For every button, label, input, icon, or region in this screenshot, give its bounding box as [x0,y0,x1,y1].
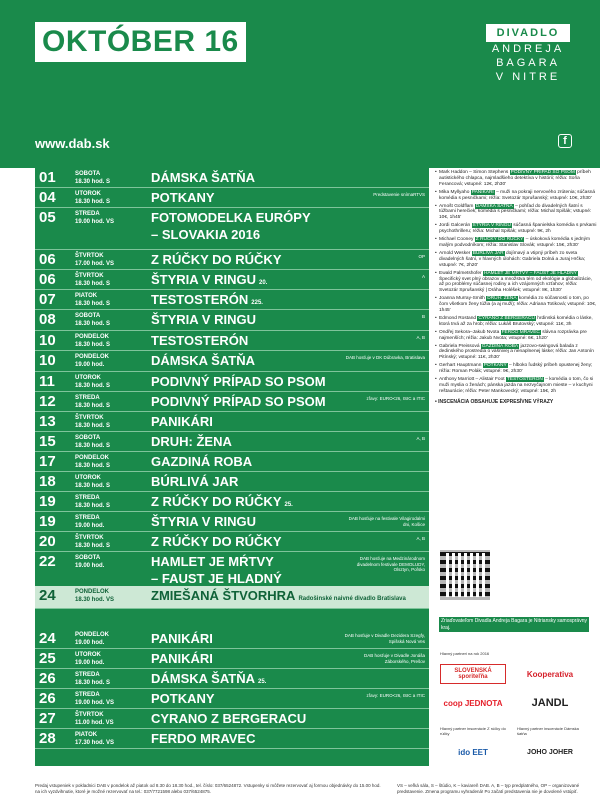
weekday-label: ŠTVRTOK [75,273,104,279]
row-note: Predstavenie snímaRTVS [373,192,425,197]
weekday-label: SOBOTA [75,555,101,561]
synopsis-author: Ondřej Sekora–Jakub Nvota [439,329,500,335]
show-title-text: BÚRLIVÁ JAR [151,474,239,489]
synopsis-item [435,377,597,395]
row-note: DAB hosťuje v DK Dúbravka, Bratislava [345,355,425,360]
synopsis-title-tag: PANIKÁRI [471,189,494,195]
date-number: 19 [39,513,56,530]
row-note: B [421,314,425,319]
show-title-text: ŠTYRIA V RINGU [151,514,256,529]
schedule-row[interactable] [35,709,429,729]
schedule-row[interactable] [35,310,429,331]
synopsis-list [435,168,597,395]
time-label: 18.30 hod. S [75,542,111,549]
date-number: 19 [39,493,56,510]
weekday-label: STREDA [75,515,100,521]
show-title[interactable] [151,272,267,291]
synopsis-item [435,344,597,362]
synopsis-title-tag: HAMLET JE MŔTVY – FAUST JE HLADNÝ [484,270,577,276]
show-suffix: 225. [251,300,263,306]
weekday-label: STREDA [75,211,100,217]
time-label: 17.00 hod. VS [75,260,115,267]
weekday-label: PIATOK [75,293,98,299]
show-title[interactable] [151,631,213,647]
schedule-row[interactable] [35,492,429,512]
show-title-text: PANIKÁRI [151,651,213,666]
synopsis-text: – muži na pokraji nervového zrútenia; súčasná komédia s pesničkami; réžia: Svetozár Sprušanský; vstupné: 10€, 2h30' [439,189,596,201]
date-number: 24 [39,587,56,604]
synopsis-title-tag: DRUH: ŽENA [487,296,517,302]
synopsis-author: Gerhart Hauptmann [439,363,482,369]
row-note: zľavy: EURO<26, ISIC a ITIC [366,693,425,698]
synopsis-item [435,251,597,269]
weekday-label: ŠTVRTOK [75,253,104,259]
date-number: 10 [39,352,56,369]
show-title[interactable] [151,731,255,747]
schedule-row[interactable] [35,290,429,310]
synopsis-text: príbeh autistického chlapca, najmladšieho detektíva v histórii; réžia: Soňa Ferancová; vstupné: 12€, 2h30' [439,170,591,187]
page-title: OKTÓBER 16 [35,22,246,62]
time-label: 18.30 hod. S [75,502,111,509]
show-title-text: CYRANO Z BERGERACU [151,711,307,726]
synopsis-text: Špecifický svet plný obrazov a množstva tém od ekológie a globalizácie, až po problémy súčasnej rodiny a ich vzájomných vzťahov; réžia: Svetozár Sprušanský | Dráha Holéšek; vstupné: 8€, 1h30' [439,276,593,294]
synopsis-author: Michael Cooney [439,237,474,243]
show-title-text: DÁMSKA ŠATŇA [151,170,255,185]
show-title-text: PODIVNÝ PRÍPAD SO PSOM [151,394,326,409]
weekday-label: PONDELOK [75,455,110,461]
partner-logo[interactable] [440,690,506,716]
date-number: 22 [39,553,56,570]
synopsis-text: – hlboko ľudský príbeh opustenej ženy; réžia: Roman Polák; vstupné: 9€, 2h30' [439,363,593,375]
time-label: 17.30 hod. VS [75,739,115,746]
show-title-text: POTKANY [151,691,215,706]
time-label: 19.00 hod. [75,522,105,529]
show-title-text: PODIVNÝ PRÍPAD SO PSOM [151,374,326,389]
partner-logo[interactable] [517,690,583,716]
time-label: 18.30 hod. S [75,300,111,307]
weekday-label: ŠTVRTOK [75,712,104,718]
show-title[interactable] [151,170,255,186]
show-suffix: 25. [284,502,293,508]
show-title[interactable] [151,651,213,667]
row-note: DAB hosťuje na festivale Vilagirodalmi dni, Košice [348,516,425,527]
show-title-line2: – FAUST JE HLADNÝ [151,571,282,586]
website-link[interactable]: www.dab.sk [35,136,110,151]
date-number: 28 [39,730,56,747]
schedule-row[interactable] [35,729,429,749]
date-number: 20 [39,533,56,550]
synopsis-title-tag: DÁMSKA ŠATŇA [475,203,513,209]
synopsis-author: Anthony Marriott – Alistair Foot [439,377,505,383]
date-number: 06 [39,271,56,288]
time-label: 19.00 hod. VS [75,218,115,225]
time-label: 18.30 hod. S [75,341,111,348]
schedule-list [35,168,429,766]
partner-logo-text: SLOVENSKÁ sporiteľňa [454,668,492,680]
schedule-row[interactable] [35,412,429,432]
date-number: 26 [39,670,56,687]
show-suffix: Radošinské naivné divadlo Bratislava [298,596,406,602]
show-title[interactable] [151,711,306,727]
row-note: A, B [416,536,425,541]
weekday-label: UTOROK [75,475,101,481]
synopsis-author: Jordi Galcerán [439,223,471,229]
show-title-text: DRUH: ŽENA [151,434,232,449]
schedule-row[interactable] [35,669,429,689]
date-number: 07 [39,291,56,308]
time-label: 18.30 hod. S [75,422,111,429]
show-title[interactable] [151,588,406,607]
weekday-label: PONDELOK [75,589,110,595]
synopsis-item [435,271,597,295]
synopsis-author: Mark Haddon – Simon Stephens [439,170,509,175]
date-number: 06 [39,251,56,268]
weekday-label: SOBOTA [75,171,101,177]
time-label: 18.30 hod. S [75,198,111,205]
date-number: 27 [39,710,56,727]
synopsis-text: slávna rozprávka pre najmenších; réžia: Jakub Nvota; vstupné: 6€, 1h20' [439,329,587,341]
schedule-row[interactable] [35,188,429,208]
date-number: 10 [39,332,56,349]
date-number: 15 [39,433,56,450]
synopsis-title-tag: BÚRLIVÁ JAR [472,250,504,256]
synopsis-text: súčasná španielska komédia s prvkami psychothrilleru; réžia: Michal Spišák; vstupné: 9€, 2h [439,223,597,235]
schedule-row[interactable] [35,432,429,452]
theatre-name [486,24,570,84]
schedule-row[interactable] [35,392,429,412]
show-title-text: FOTOMODELKA EURÓPY [151,210,311,225]
partner-logo-text: JOHO JOHER [527,748,573,756]
row-note: OP [418,254,425,259]
show-title[interactable] [151,514,256,530]
synopsis-item [435,237,597,249]
weekday-label: PONDELOK [75,632,110,638]
synopsis-item [435,223,597,235]
weekday-label: ŠTVRTOK [75,415,104,421]
time-label: 18.30 hod. S [75,320,111,327]
show-title-text: Z RÚČKY DO RÚČKY [151,494,282,509]
row-note: A [421,274,425,279]
date-number: 17 [39,453,56,470]
weekday-label: STREDA [75,495,100,501]
show-title[interactable] [151,353,255,369]
schedule-row[interactable] [35,472,429,492]
schedule-row[interactable] [35,629,429,649]
synopsis-text: – pohľad do divadelných šatní s túžbami herečiek; komédia s pesničkami; réžia: Michal Spišák; vstupné: 10€, 1h45' [439,203,592,221]
schedule-row[interactable] [35,168,429,188]
weekday-label: UTOROK [75,191,101,197]
weekday-label: PONDELOK [75,354,110,360]
synopsis-title-tag: GAZDINÁ ROBA [481,343,519,349]
show-title[interactable] [151,554,274,570]
synopsis-title-tag: Z RÚČKY DO RÚČKY [475,237,524,243]
time-label: 18.30 hod. S [75,679,111,686]
date-number: 04 [39,189,56,206]
facebook-icon[interactable]: f [558,134,572,148]
partner-logo[interactable] [517,664,583,684]
show-title-text: ZMIEŠANÁ ŠTVORHRA [151,588,296,603]
date-number: 08 [39,311,56,328]
synopsis-text: hrdinská komédia o láske, ktorá trvá až za hrob; réžia: Lukáš Brutovský; vstupné: 11€, 3h [439,315,593,327]
synopsis-item [435,170,597,188]
time-label: 19.00 hod. VS [75,699,115,706]
time-label: 11.00 hod. VS [75,719,114,726]
synopsis-author: Arnold Wesker [439,250,471,256]
weekday-label: PIATOK [75,732,98,738]
time-label: 18.30 hod. S [75,178,111,185]
time-label: 18.30 hod. S [75,442,111,449]
synopsis-author: Edmond Rostand [439,315,477,321]
partner-logo-text: ido EET [458,747,488,757]
partner-logo-text: coop JEDNOTA [443,698,503,708]
header [0,0,600,168]
synopsis-title-tag: CYRANO Z BERGERACU [478,315,535,321]
footer-ticket-info: Predaj vstupeniek v pokladnici DAB v pondelok až piatok od 8.30 do 18.30 hod., tel. číslo: 037/6524872. Vstupenky si môžete rezervovať aj formou objednávky do 15.00 hod. na ich vyzdvihnutie, ktoré je možné rezervovať na tel.: 037/7721598 alebo 037/6524875. [35,783,381,794]
schedule-row[interactable] [35,351,429,372]
support-note: Zriaďovateľom Divadla Andreja Bagara je Nitriansky samosprávny kraj. [439,617,589,632]
time-label: 19.00 hod. [75,659,105,666]
partner-logo[interactable] [440,664,506,684]
time-label: 19.00 hod. [75,639,105,646]
footer-legend: VS – veľká sála, S – štúdio, K – kaviareň DAB. A, B – typ predplatného, OP – organizované predstavenie. Zmena programu vyhradená! Po začatí predstavenia nie je dovolené vstúpiť. [397,783,580,794]
schedule-row[interactable] [35,270,429,290]
schedule-row[interactable] [35,689,429,709]
show-title[interactable] [151,534,282,550]
schedule-row[interactable] [35,250,429,270]
date-number: 13 [39,413,56,430]
show-title[interactable] [151,374,326,390]
show-title[interactable] [151,414,213,430]
synopsis-author: Gabriela Preissová [439,343,480,349]
weekday-label: UTOROK [75,652,101,658]
synopsis-text: dojímavý a vtipný príbeh zo sveta divadelných šatní, v hlavných úlohách: Gabriela Dolná a Juraj Hrčka; vstupné: 7€, 2h20' [439,250,586,268]
synopsis-text: jazzovo-swingová balada z dedinského prostredia o vášnivej a nenaplnenej láske; réžia: Jan Antonín Pitínský; vstupné: 11€, 2h30' [439,343,594,361]
show-title[interactable] [151,210,311,226]
date-number: 24 [39,630,56,647]
partner-logo-text: Kooperativa [526,669,574,679]
show-title-text: Z RÚČKY DO RÚČKY [151,252,282,267]
synopsis-item [435,190,597,202]
weekday-label: STREDA [75,395,100,401]
schedule-row[interactable] [35,586,429,609]
synopsis-author: Arnošt Goldflam [439,203,474,209]
row-note: DAB hosťuje v Divadle Jonáša Záborského, Prešov [364,653,425,664]
date-number: 11 [39,373,55,390]
weekday-label: UTOROK [75,375,101,381]
time-label: 18.30 hod. S [75,402,111,409]
partner-logo-text: JANDL [531,697,569,709]
partner-caption: Hlavný partner inscenácie Dámska šatňa [517,726,579,736]
partners-title: Hlavný partneri na rok 2016 [440,651,490,656]
show-suffix: 25. [258,679,267,685]
show-title[interactable] [151,252,282,268]
time-label: 18.30 hod. S [75,280,111,287]
date-number: 05 [39,209,56,226]
synopsis-author: Ewald Palmetshofer [439,270,482,276]
partner-logo[interactable] [517,742,583,762]
synopsis-text: – komédia o tom, čo si muži myslia o ženách; pánska jazda na nezvyčajnom mieste – v kuchyni reštaurácie; réžia: Peter Mankovecký; vstupné: 15€, 2h [439,377,594,394]
schedule-row[interactable] [35,649,429,669]
show-title-text: POTKANY [151,190,215,205]
show-title[interactable] [151,671,266,690]
show-title[interactable] [151,454,252,470]
show-title-text: GAZDINÁ ROBA [151,454,253,469]
date-number: 25 [39,650,56,667]
show-title-text: DÁMSKA ŠATŇA [151,353,255,368]
row-note: A, B [416,335,425,340]
theatre-line: BAGARA [496,57,560,69]
show-title-text: DÁMSKA ŠATŇA [151,671,255,686]
show-title-text: FERDO MRAVEC [151,731,256,746]
show-title-text: HAMLET JE MŔTVY [151,554,274,569]
show-title[interactable] [151,333,248,349]
row-note: DAB hosťuje na Medzinárodnom divadelnom festivale DEMOLUDY, Olsztyn, Poľsko [356,556,425,572]
show-title[interactable] [151,434,232,450]
theatre-line: V NITRE [495,71,561,83]
theatre-line: DIVADLO [486,24,570,42]
show-title[interactable] [151,494,293,513]
synopsis-item [435,316,597,328]
show-title[interactable] [151,691,215,707]
show-title-text: TESTOSTERÓN [151,292,249,307]
schedule-row[interactable] [35,331,429,351]
synopsis-title-tag: ŠTYRIA V RINGU [472,223,511,229]
synopsis-item [435,363,597,375]
synopsis-title-tag: TESTOSTERÓN [506,377,543,383]
synopsis-text: komédia zo súčasnosti o tom, po čom všetkom ženy túžia (a aj muži); réžia: Adriana Totiková; vstupné: 10€, 1h45' [439,296,597,314]
show-title-text: ŠTYRIA V RINGU [151,312,256,327]
synopsis-title-tag: PODIVNÝ PRÍPAD SO PSOM [510,170,575,175]
weekday-label: ŠTVRTOK [75,535,104,541]
expressive-note: • INSCENÁCIA OBSAHUJE EXPRESÍVNE VÝRAZY [435,398,554,405]
schedule-row[interactable] [35,208,429,250]
show-title-text: PANIKÁRI [151,631,213,646]
weekday-label: SOBOTA [75,435,101,441]
theatre-line: ANDREJA [491,43,565,55]
weekday-label: PONDELOK [75,334,110,340]
date-number: 18 [39,473,56,490]
schedule-row[interactable] [35,512,429,532]
row-note: DAB hosťuje v Divadle Dezidera Szegfy, Spišská Nová Ves [344,633,425,644]
time-label: 18.30 hod. S [75,462,111,469]
time-label: 19.00 hod. [75,361,105,368]
schedule-row[interactable] [35,452,429,472]
time-label: 18.30 hod. VS [75,596,115,603]
schedule-row[interactable] [35,372,429,392]
schedule-row[interactable] [35,532,429,552]
time-label: 19.00 hod. [75,562,105,569]
synopsis-title-tag: POTKANY [483,363,507,369]
weekday-label: STREDA [75,692,100,698]
show-title[interactable] [151,312,256,328]
partner-logo[interactable] [440,742,506,762]
synopsis-item [435,204,597,222]
qr-code-pattern [440,550,490,600]
show-title-line2: – SLOVAKIA 2016 [151,227,261,242]
show-title-text: PANIKÁRI [151,414,213,429]
synopsis-author: Joanna Murray-Smith [439,296,485,302]
row-note: zľavy: EURO<26, ISIC a ITIC [366,396,425,401]
synopsis-item [435,330,597,342]
row-note: A, B [416,436,425,441]
partner-caption: Hlavný partner inscenácie Z rúčky do rúčky [440,726,506,736]
show-title[interactable] [151,474,238,490]
time-label: 18.30 hod. S [75,382,111,389]
synopsis-title-tag: FERDO MRAVEC [501,329,540,335]
show-title-text: ŠTYRIA V RINGU [151,272,256,287]
synopsis-author: Mika Myllyaho [439,189,470,195]
show-title[interactable] [151,292,263,311]
synopsis-text: – úskoková komédia s jedným malým podvodníkom; réžia: Stanislav Slovák; vstupné: 15€, 2h30' [439,237,590,248]
time-label: 18.30 hod. S [75,482,111,489]
show-title-text: Z RÚČKY DO RÚČKY [151,534,282,549]
date-number: 26 [39,690,56,707]
show-title[interactable] [151,394,326,410]
weekday-label: SOBOTA [75,313,101,319]
show-title[interactable] [151,190,215,206]
show-title-text: TESTOSTERÓN [151,333,249,348]
date-number: 01 [39,169,56,186]
show-suffix: 20. [258,280,268,286]
date-number: 12 [39,393,56,410]
weekday-label: STREDA [75,672,100,678]
synopsis-item [435,296,597,314]
